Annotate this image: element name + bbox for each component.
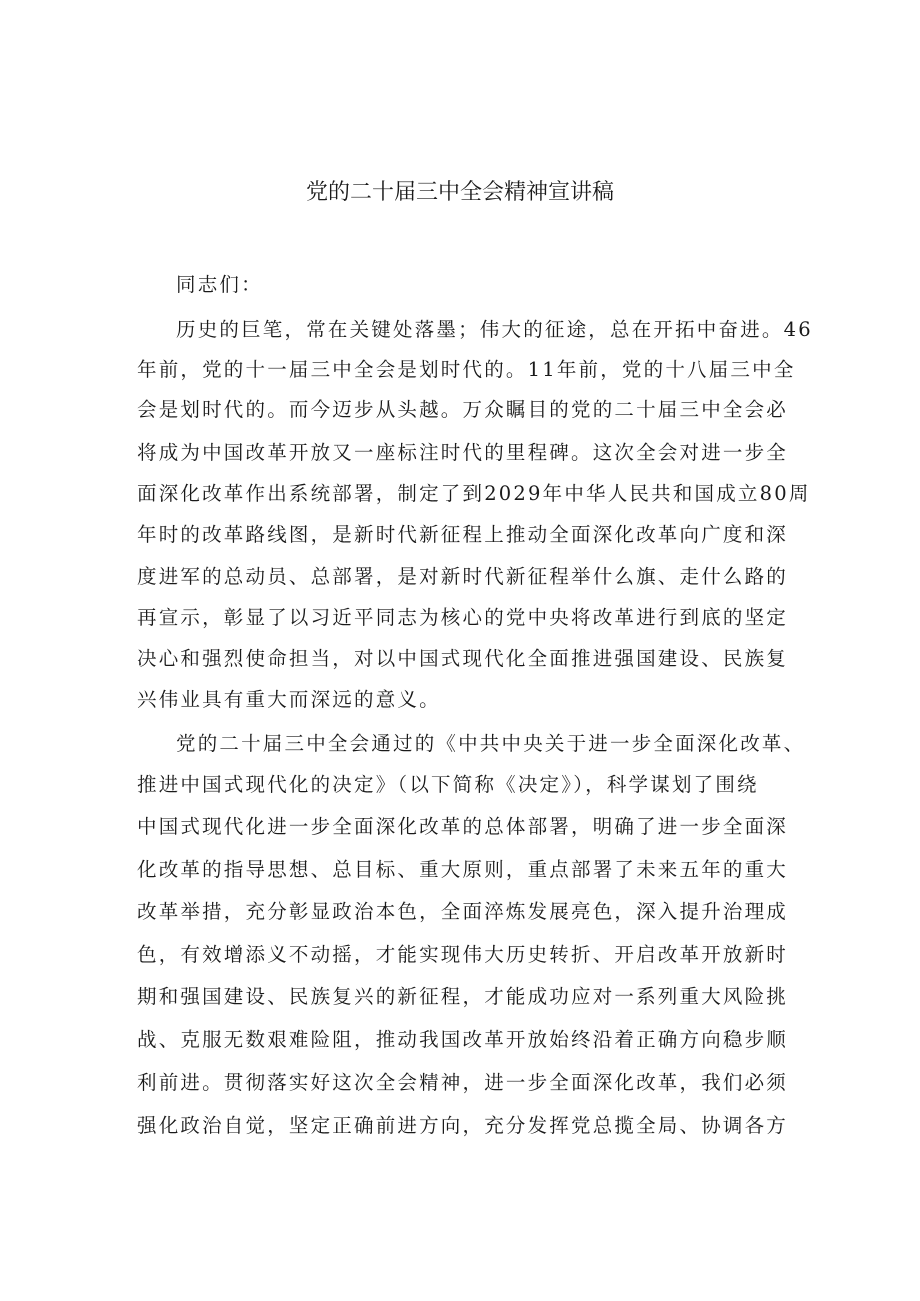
paragraph-2-line: 战、克服无数艰难险阻，推动我国改革开放始终沿着正确方向稳步顺 bbox=[137, 1028, 789, 1051]
document-title: 党的二十届三中全会精神宣讲稿 bbox=[305, 180, 614, 205]
paragraph-1-line: 会是划时代的。而今迈步从头越。万众瞩目的党的二十届三中全会必 bbox=[137, 398, 789, 421]
greeting: 同志们： bbox=[176, 273, 263, 296]
paragraph-2-line: 化改革的指导思想、总目标、重大原则，重点部署了未来五年的重大 bbox=[137, 858, 789, 881]
paragraph-1-line: 将成为中国改革开放又一座标注时代的里程碑。这次全会对进一步全 bbox=[137, 441, 789, 464]
paragraph-2-line: 强化政治自觉，坚定正确前进方向，充分发挥党总揽全局、协调各方 bbox=[137, 1114, 789, 1137]
paragraph-2-line: 期和强国建设、民族复兴的新征程，才能成功应对一系列重大风险挑 bbox=[137, 985, 789, 1008]
paragraph-1-line: 再宣示，彰显了以习近平同志为核心的党中央将改革进行到底的坚定 bbox=[137, 606, 789, 629]
paragraph-1-line: 度进军的总动员、总部署，是对新时代新征程举什么旗、走什么路的 bbox=[137, 565, 789, 588]
paragraph-1-line: 历史的巨笔，常在关键处落墨；伟大的征途，总在开拓中奋进。46 bbox=[176, 318, 813, 341]
paragraph-2-line: 改革举措，充分彰显政治本色，全面淬炼发展亮色，深入提升治理成 bbox=[137, 900, 789, 923]
paragraph-2-line: 利前进。贯彻落实好这次全会精神，进一步全面深化改革，我们必须 bbox=[137, 1071, 789, 1094]
paragraph-1-line: 年时的改革路线图，是新时代新征程上推动全面深化改革向广度和深 bbox=[137, 523, 789, 546]
paragraph-1-line: 年前，党的十一届三中全会是划时代的。11年前，党的十八届三中全 bbox=[137, 358, 796, 381]
paragraph-2-line: 党的二十届三中全会通过的《中共中央关于进一步全面深化改革、 bbox=[176, 732, 806, 755]
paragraph-1-line: 面深化改革作出系统部署，制定了到2029年中华人民共和国成立80周 bbox=[137, 482, 811, 505]
paragraph-2-line: 色，有效增添义不动摇，才能实现伟大历史转折、开启改革开放新时 bbox=[137, 943, 789, 966]
paragraph-1-line: 决心和强烈使命担当，对以中国式现代化全面推进强国建设、民族复 bbox=[137, 647, 789, 670]
paragraph-1-line: 兴伟业具有重大而深远的意义。 bbox=[137, 688, 441, 711]
paragraph-2-line: 推进中国式现代化的决定》（以下简称《决定》），科学谋划了围绕 bbox=[137, 773, 759, 796]
paragraph-2-line: 中国式现代化进一步全面深化改革的总体部署，明确了进一步全面深 bbox=[137, 815, 789, 838]
